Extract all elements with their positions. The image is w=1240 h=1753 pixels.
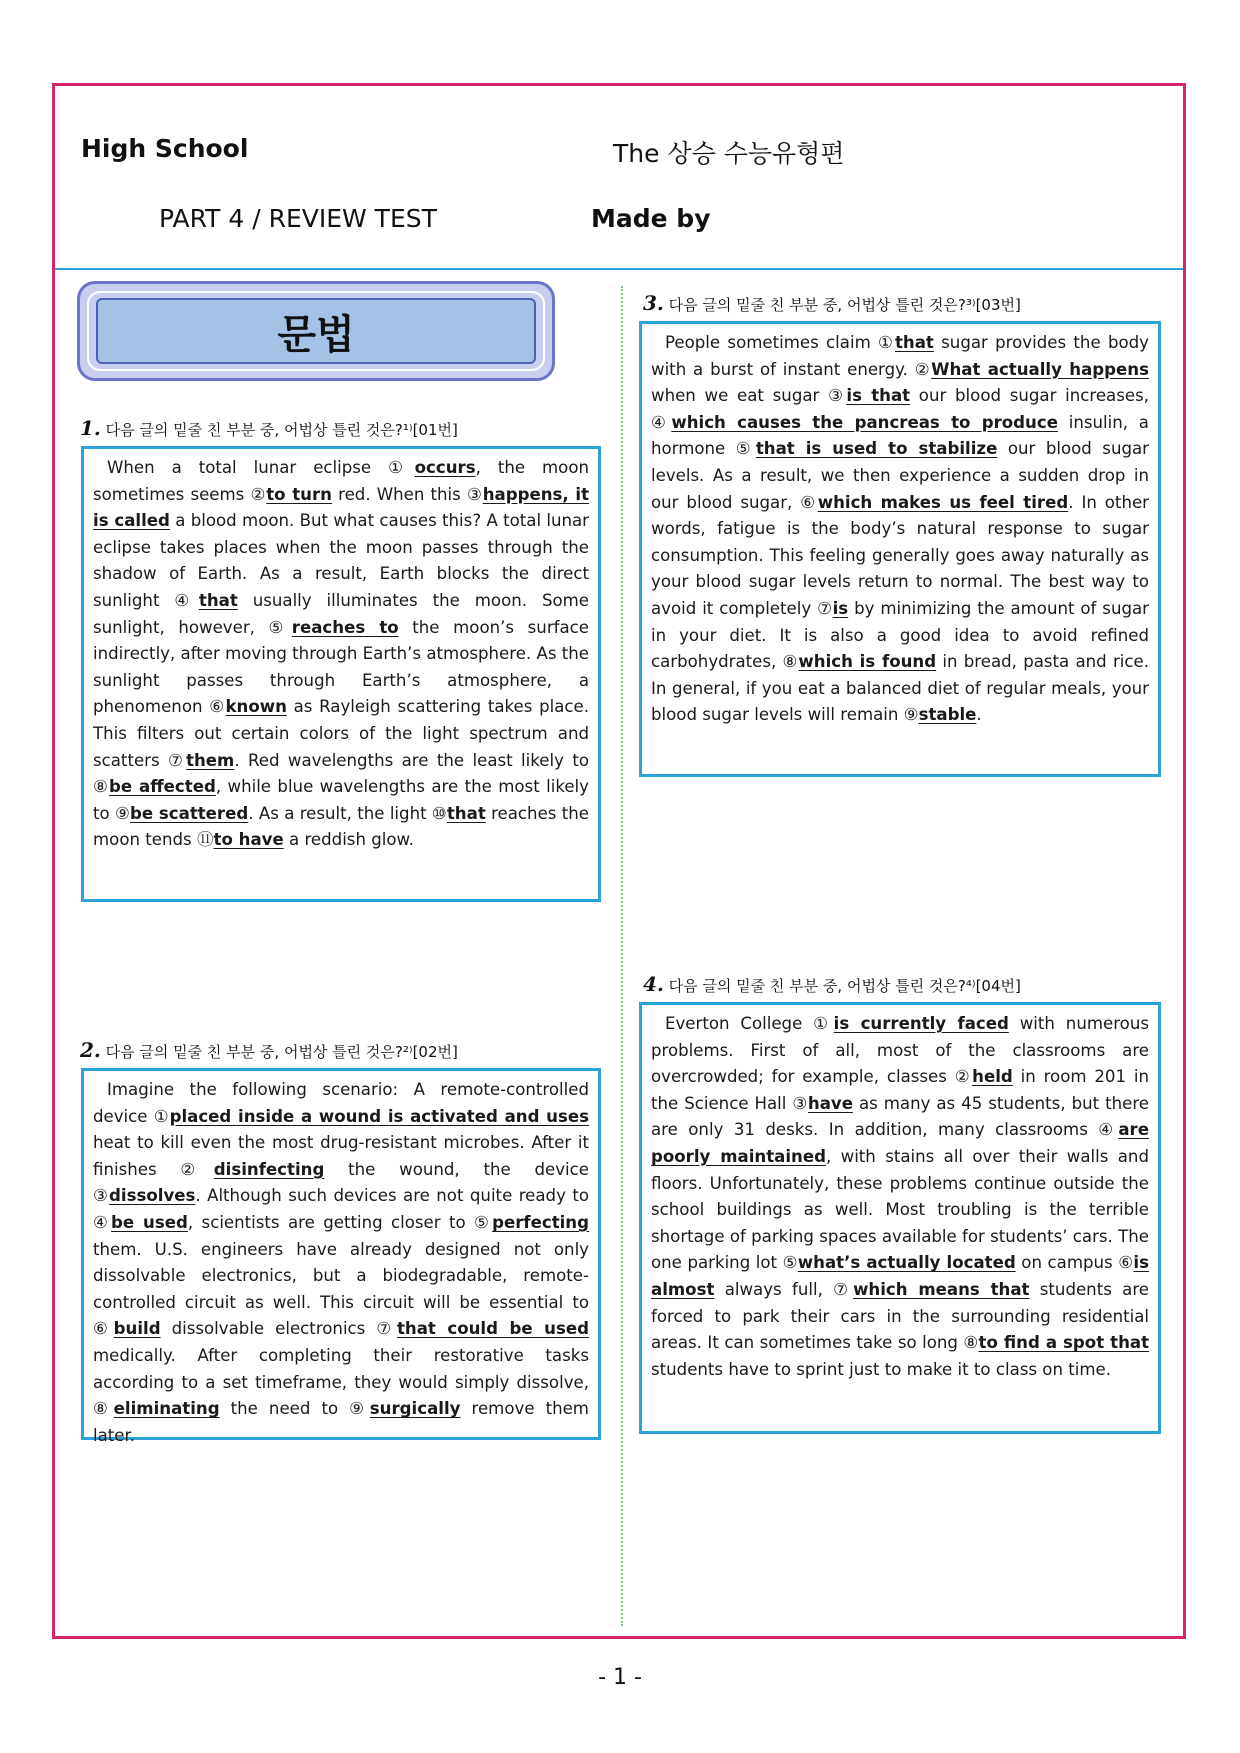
passage-text: a reddish glow. <box>283 830 414 850</box>
passage-text: , while blue wavelengths are the most likely to ⑨ <box>93 777 589 823</box>
underlined-option: is <box>832 598 849 618</box>
passage-text: a blood moon. But what causes this? A total lunar eclipse takes places when the moon passes through the shadow of Earth. As a result, Earth blocks the direct sunlight ④ <box>93 511 590 610</box>
passage-text: them. U.S. engineers have already designed not only dissolvable electronics, but a biodegradable, remote-controlled circuit as well. This circuit will be essential to ⑥ <box>93 1239 589 1339</box>
question-3-title: 3. 다음 글의 밑줄 친 부분 중, 어법상 틀린 것은?³⁾[03번] <box>643 291 1021 315</box>
passage-text: heat to kill even the most drug-resistant microbes. After it finishes ② <box>93 1133 589 1179</box>
underlined-option: which means that <box>853 1279 1030 1299</box>
underlined-option: held <box>972 1067 1013 1087</box>
underlined-option: eliminating <box>113 1399 220 1419</box>
underlined-option: that <box>446 803 486 823</box>
passage-text: Imagine the following scenario: A remote-controlled device ① <box>93 1080 589 1126</box>
passage-text: always full, ⑦ <box>714 1279 854 1299</box>
section-title: 문법 <box>96 298 536 364</box>
passage-text: with numerous problems. First of all, most of the classrooms are overcrowded; for example, classes ② <box>651 1014 1149 1087</box>
underlined-option: that <box>198 590 238 610</box>
question-4-title: 4. 다음 글의 밑줄 친 부분 중, 어법상 틀린 것은?⁴⁾[04번] <box>643 972 1021 996</box>
question-prompt: 다음 글의 밑줄 친 부분 중, 어법상 틀린 것은?⁴⁾[04번] <box>668 977 1021 995</box>
underlined-option: that could be used <box>396 1319 589 1339</box>
underlined-option: to turn <box>266 484 332 504</box>
passage-text: the wound, the device ③ <box>93 1159 589 1206</box>
passage-text: when we eat sugar ③ <box>651 386 847 406</box>
passage-text: in bread, pasta and rice. In general, if you eat a balanced diet of regular meals, your blood sugar levels will remain ⑨ <box>651 652 1149 725</box>
underlined-option: What actually happens <box>931 359 1149 379</box>
underlined-option: is that <box>846 386 911 406</box>
passage-text: . Although such devices are not quite ready to ④ <box>93 1186 589 1232</box>
underlined-option: be affected <box>109 777 216 797</box>
page-frame <box>52 83 1186 1639</box>
passage-text: sugar provides the body with a burst of instant energy. ② <box>651 333 1149 379</box>
passage-text: dissolvable electronics ⑦ <box>160 1319 397 1339</box>
question-prompt: 다음 글의 밑줄 친 부분 중, 어법상 틀린 것은?¹⁾[01번] <box>105 421 458 439</box>
underlined-option: occurs <box>414 458 476 477</box>
header-book-title: The 상승 수능유형편 <box>613 139 845 168</box>
question-4-passage <box>639 1002 1161 1434</box>
passage-text: in room 201 in the Science Hall ③ <box>651 1067 1149 1113</box>
question-number: 3 <box>643 291 657 315</box>
question-number: 4 <box>643 972 657 996</box>
underlined-option: dissolves <box>109 1186 196 1206</box>
question-prompt: 다음 글의 밑줄 친 부분 중, 어법상 틀린 것은?²⁾[02번] <box>105 1043 458 1061</box>
passage-text: insulin, a hormone ⑤ <box>651 412 1149 459</box>
passage-text: usually illuminates the moon. Some sunlight, however, ⑤ <box>93 590 590 637</box>
header-made-by: Made by <box>591 204 711 233</box>
question-number: 1 <box>80 416 94 440</box>
underlined-option: that is used to stabilize <box>755 439 998 459</box>
passage-text: , the moon sometimes seems ② <box>93 458 590 504</box>
page-number: - 1 - <box>598 1665 642 1690</box>
passage-text: . <box>976 705 982 725</box>
passage-text: , scientists are getting closer to ⑤ <box>187 1212 493 1232</box>
underlined-option: what’s actually located <box>797 1253 1016 1273</box>
passage-text: as many as 45 students, but there are only 31 desks. In addition, many classrooms ④ <box>651 1093 1149 1140</box>
passage-text: reaches the moon tends ⑪ <box>93 803 589 850</box>
underlined-option: are poorly maintained <box>651 1120 1149 1166</box>
passage-text: students have to sprint just to make it to class on time. <box>651 1359 1112 1379</box>
passage-text: students are forced to park their cars in the surrounding residential areas. It can sometimes take so long ⑧ <box>651 1279 1149 1353</box>
underlined-option: to have <box>213 830 284 850</box>
underlined-option: to find a spot that <box>978 1333 1150 1353</box>
question-number: 2 <box>80 1038 94 1062</box>
passage-text: , with stains all over their walls and floors. Unfortunately, these problems continue outside the school buildings as well. Most troubling is the terrible shortage of parking spaces available for students’ cars. The one parking lot ⑤ <box>651 1146 1149 1273</box>
passage-text: . In other words, fatigue is the body’s natural response to sugar consumption. This feeling generally goes away naturally as your blood sugar levels return to normal. The best way to avoid it completely ⑦ <box>651 492 1149 618</box>
passage-text: by minimizing the amount of sugar in your diet. It is also a good idea to avoid refined carbohydrates, ⑧ <box>651 598 1149 672</box>
underlined-option: perfecting <box>492 1212 589 1232</box>
underlined-option: reaches to <box>291 617 399 637</box>
passage-text: as Rayleigh scattering takes place. This filters out certain colors of the light spectrum and scatters ⑦ <box>93 697 590 770</box>
passage-text: red. When this ③ <box>331 484 483 504</box>
question-2-title: 2. 다음 글의 밑줄 친 부분 중, 어법상 틀린 것은?²⁾[02번] <box>80 1038 458 1062</box>
header-part: PART 4 / REVIEW TEST <box>159 204 437 233</box>
header-divider <box>55 268 1183 270</box>
column-divider <box>621 286 623 1626</box>
question-1-passage <box>81 446 601 902</box>
underlined-option: them <box>186 750 235 770</box>
section-banner <box>77 281 555 381</box>
passage-text: . Red wavelengths are the least likely to ⑧ <box>93 750 589 797</box>
passage-text: . As a result, the light ⑩ <box>248 803 447 823</box>
underlined-option: is currently faced <box>833 1014 1009 1033</box>
underlined-option: happens, it is called <box>93 484 590 531</box>
underlined-option: known <box>225 697 287 717</box>
underlined-option: be scattered <box>129 803 249 823</box>
passage-text: Everton College ① <box>665 1014 834 1033</box>
underlined-option: build <box>113 1319 161 1339</box>
header-school: High School <box>81 134 249 163</box>
passage-text: the need to ⑨ <box>219 1399 370 1419</box>
underlined-option: is almost <box>651 1253 1149 1299</box>
passage-text: on campus ⑥ <box>1015 1253 1134 1273</box>
passage-text: our blood sugar levels. As a result, we then experience a sudden drop in our blood sugar, ⑥ <box>651 439 1149 512</box>
question-2-passage <box>81 1068 601 1445</box>
passage-text: medically. After completing their restorative tasks according to a set timeframe, they would simply dissolve, ⑧ <box>93 1345 589 1419</box>
passage-text: our blood sugar increases, ④ <box>651 386 1150 432</box>
underlined-option: placed inside a wound is activated and uses <box>169 1106 590 1126</box>
question-prompt: 다음 글의 밑줄 친 부분 중, 어법상 틀린 것은?³⁾[03번] <box>668 296 1021 314</box>
underlined-option: disinfecting <box>213 1159 325 1179</box>
question-3-passage <box>639 321 1161 777</box>
question-1-title: 1. 다음 글의 밑줄 친 부분 중, 어법상 틀린 것은?¹⁾[01번] <box>80 416 458 440</box>
underlined-option: surgically <box>369 1399 461 1419</box>
underlined-option: be used <box>111 1212 188 1232</box>
passage-text: When a total lunar eclipse ① <box>107 458 415 477</box>
underlined-option: which causes the pancreas to produce <box>671 412 1058 432</box>
underlined-option: which is found <box>798 652 937 672</box>
passage-text: remove them later. <box>93 1399 589 1445</box>
passage-text: People sometimes claim ① <box>665 333 895 352</box>
underlined-option: which makes us feel tired <box>817 492 1069 512</box>
underlined-option: that <box>894 333 934 352</box>
underlined-option: stable <box>918 705 977 725</box>
underlined-option: have <box>807 1093 853 1113</box>
passage-text: the moon’s surface indirectly, after moving through Earth’s atmosphere. As the sunlight passes through Earth’s atmosphere, a phenomenon ⑥ <box>93 617 589 717</box>
